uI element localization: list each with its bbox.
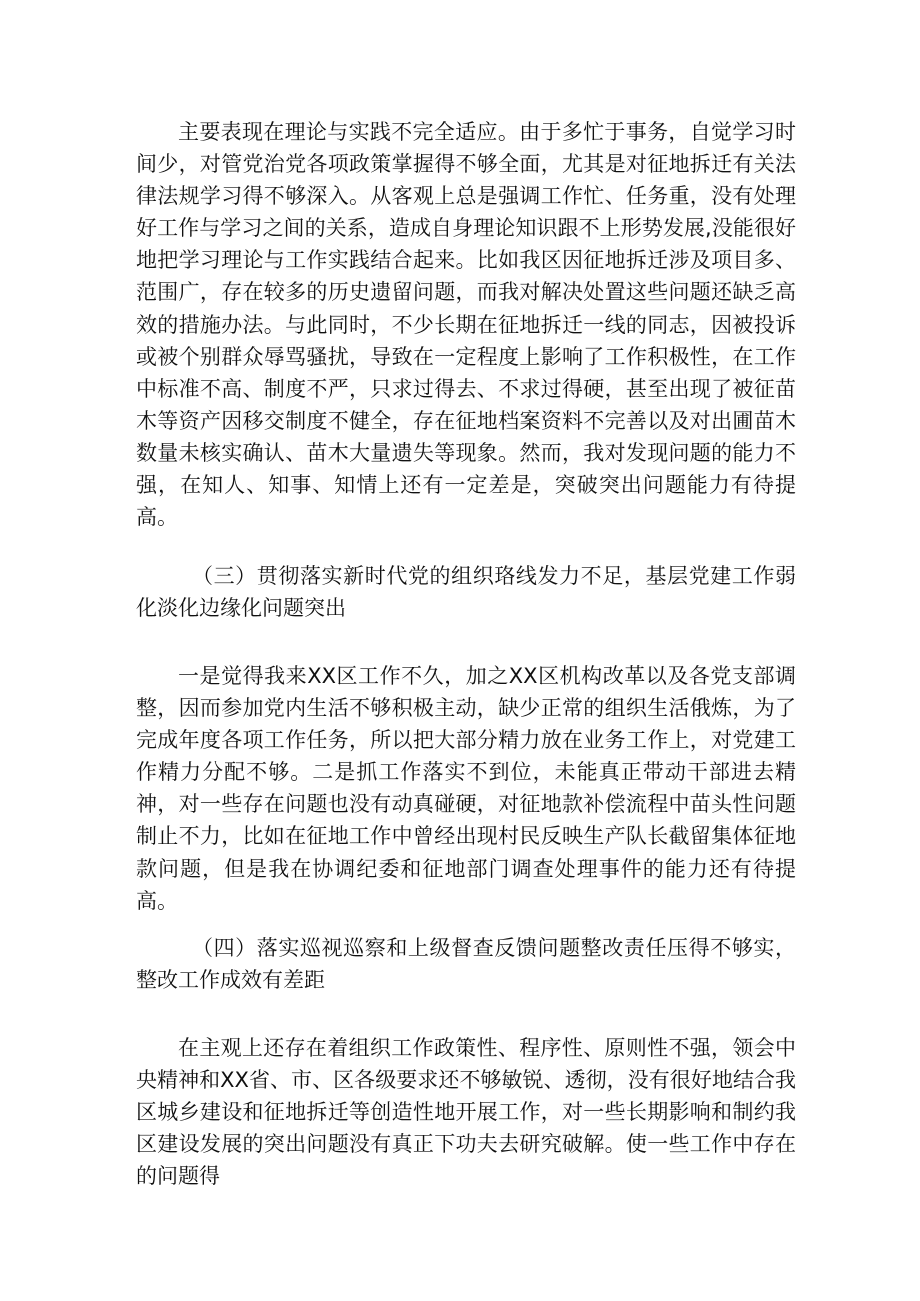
body-paragraph-theory-practice: 主要表现在理论与实践不完全适应。由于多忙于事务，自觉学习时间少，对管党治党各项政策掌握得不够全面，尤其是对征地拆迁有关法律法规学习得不够深入。从客观上总是强调工作忙、任务重，没有处理好工作与学习之间的关系，造成自身理论知识跟不上形势发展,没能很好地把学习理论与工作实践结合起来。比如我区因征地拆迁涉及项目多、范围广，存在较多的历史遗留问题，而我对解决处置这些问题还缺乏高效的措施办法。与此同时，不少长期在征地拆迁一线的同志，因被投诉或被个别群众辱骂骚扰，导致在一定程度上影响了工作积极性，在工作中标准不高、制度不严，只求过得去、不求过得硬，甚至出现了被征苗木等资产因移交制度不健全，存在征地档案资料不完善以及对出圃苗木数量未核实确认、苗木大量遗失等现象。然而，我对发现问题的能力不强，在知人、知事、知情上还有一定差是，突破突出问题能力有待提高。 <box>136 120 796 530</box>
section-heading-4: （四）落实巡视巡察和上级督查反馈问题整改责任压得不够实，整改工作成效有差距 <box>136 936 796 993</box>
section-heading-3: （三）贯彻落实新时代党的组织珞线发力不足，基层党建工作弱化淡化边缘化问题突出 <box>136 564 796 621</box>
body-paragraph-party-building: 一是觉得我来XX区工作不久，加之XX区机构改革以及各党支部调整，因而参加党内生活不够积极主动，缺少正常的组织生活俄炼，为了完成年度各项工作任务，所以把大部分精力放在业务工作上，对党建工作精力分配不够。二是抓工作落实不到位，未能真正带动干部进去精神，对一些存在问题也没有动真碰硬，对征地款补偿流程中苗头性问题制止不力，比如在征地工作中曾经出现村民反映生产队长截留集体征地款问题，但是我在协调纪委和征地部门调查处理事件的能力还有待提高。 <box>136 664 796 913</box>
body-paragraph-rectification: 在主观上还存在着组织工作政策性、程序性、原则性不强，领会中央精神和XX省、市、区各级要求还不够敏锐、透彻，没有很好地结合我区城乡建设和征地拆迁等创造性地开展工作，对一些长期影响和制约我区建设发展的突出问题没有真正下功夫去研究破解。使一些工作中存在的问题得 <box>136 1036 796 1189</box>
